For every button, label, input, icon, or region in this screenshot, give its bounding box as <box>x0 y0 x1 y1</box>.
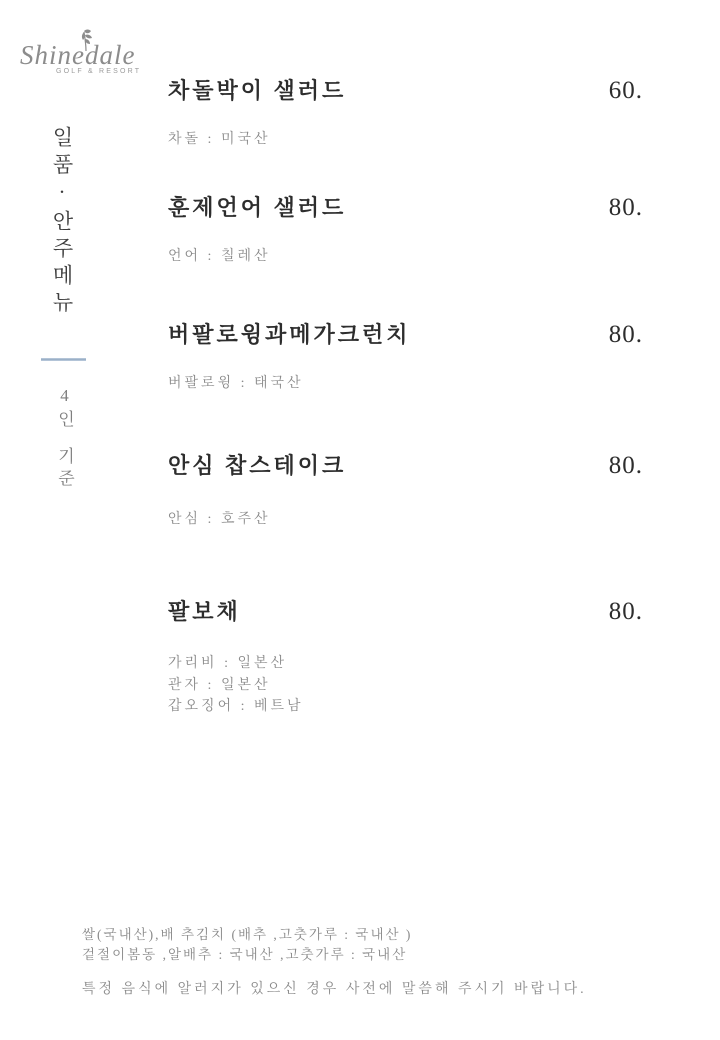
menu-item <box>168 449 643 531</box>
origin-line: 언어 : 칠레산 <box>168 249 271 264</box>
menu-item-name: 버팔로윙과메가크런치 <box>168 322 411 347</box>
origin-line: 갑오징어 : 베트남 <box>168 699 304 714</box>
brand-tagline: GOLF & RESORT <box>56 68 142 75</box>
origin-line: 차돌 : 미국산 <box>168 132 271 147</box>
menu-item-price: 60. <box>608 77 643 104</box>
menu-item <box>168 191 643 268</box>
menu-item-price: 80. <box>608 598 643 625</box>
menu-item-origins <box>168 653 643 718</box>
serving-note-persons: 4인 <box>55 386 74 432</box>
footer-origin-notes <box>82 925 412 965</box>
menu-item-name: 차돌박이 샐러드 <box>168 78 347 103</box>
origin-line: 관자 : 일본산 <box>168 677 271 693</box>
origin-line: 버팔로윙 : 태국산 <box>168 376 304 391</box>
menu-item-origins <box>168 246 643 268</box>
menu-item-name: 안심 찹스테이크 <box>168 453 347 478</box>
menu-item-origins <box>168 373 643 395</box>
menu-item-origins <box>168 129 643 151</box>
origin-line: 안심 : 호주산 <box>168 512 271 527</box>
menu-item-origins <box>168 509 643 531</box>
menu-item-row <box>168 595 643 626</box>
menu-item-price: 80. <box>608 194 643 221</box>
menu-item-name: 팔보채 <box>168 599 241 624</box>
menu-item-row <box>168 74 643 105</box>
menu-item-price: 80. <box>608 452 643 479</box>
origin-line: 가리비 : 일본산 <box>168 656 288 671</box>
menu-item-price: 80. <box>608 321 643 348</box>
menu-item-row <box>168 318 643 349</box>
serving-note-standard: 기준 <box>55 447 74 491</box>
menu-item <box>168 595 643 718</box>
menu-item-name: 훈제언어 샐러드 <box>168 195 347 220</box>
menu-item-row <box>168 449 643 480</box>
menu-item-row <box>168 191 643 222</box>
footer-allergy-note: 특정 음식에 알러지가 있으신 경우 사전에 말씀해 주시기 바랍니다. <box>82 982 587 997</box>
brand-logo <box>20 28 142 82</box>
category-title-vertical: 일품·안주메뉴 <box>50 126 74 318</box>
category-divider-line <box>41 358 86 361</box>
brand-name: Shinedale <box>20 40 136 70</box>
menu-item <box>168 318 643 395</box>
footer-origin-line: 쌀(국내산),배 추김치 (배추 ,고춧가루 : 국내산 ) <box>82 927 413 942</box>
menu-item <box>168 74 643 151</box>
footer-origin-line: 겉절이봄동 ,알배추 : 국내산 ,고춧가루 : 국내산 <box>82 947 408 962</box>
